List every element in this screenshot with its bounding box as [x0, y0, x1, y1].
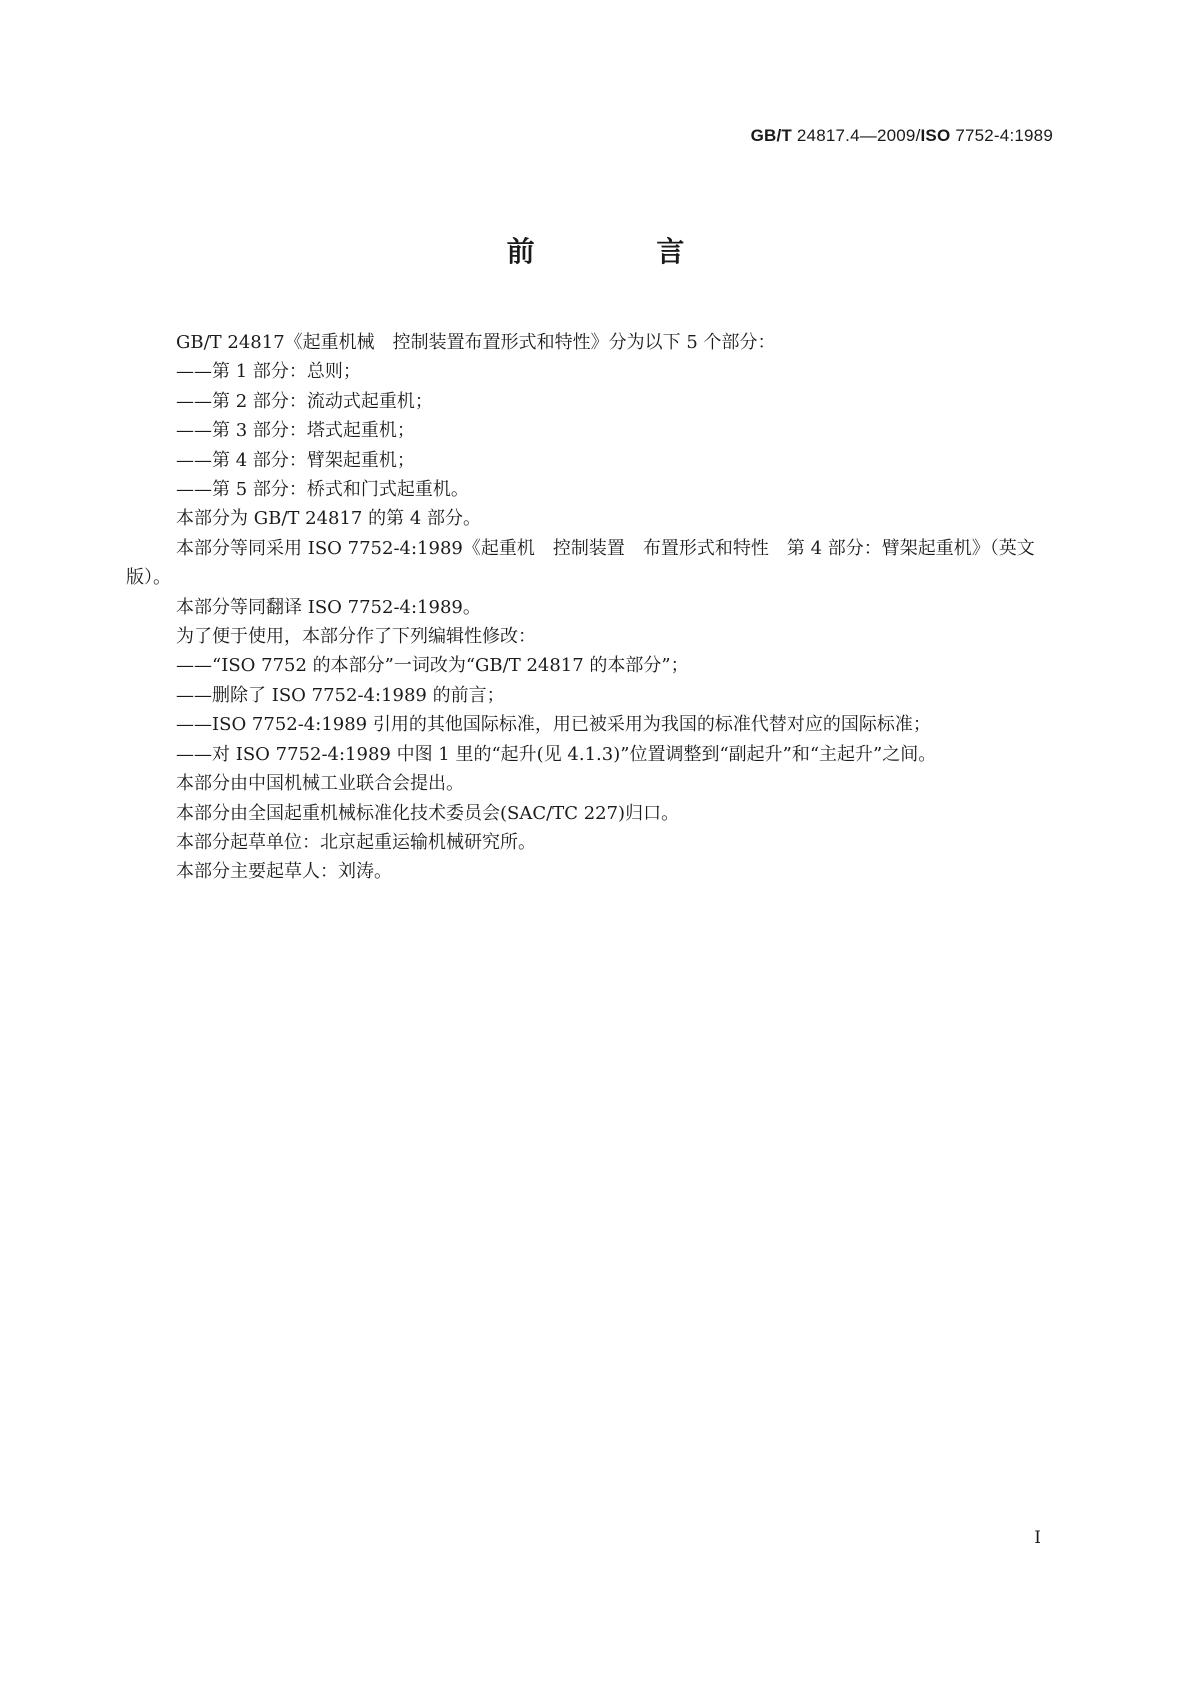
list-item-change-3: ——ISO 7752-4:1989 引用的其他国际标准，用已被采用为我国的标准代替对应的国际标准； — [176, 714, 931, 736]
list-item-change-4: ——对 ISO 7752-4:1989 中图 1 里的“起升(见 4.1.3)”位置调整到“副起升”和“主起升”之间。 — [176, 743, 937, 765]
paragraph-administered-by: 本部分由全国起重机械标准化技术委员会(SAC/TC 227)归口。 — [176, 802, 680, 824]
paragraph-equivalent-adoption: 本部分等同采用 ISO 7752-4:1989《起重机 控制装置 布置形式和特性 第 4 部分：臂架起重机》（英文版）。 — [126, 537, 1035, 589]
standard-number: 24817.4—2009/ — [791, 126, 921, 145]
page-number: I — [1034, 1528, 1041, 1548]
list-item-part-3: ——第 3 部分：塔式起重机； — [176, 420, 415, 442]
list-item-part-1: ——第 1 部分：总则； — [176, 361, 361, 383]
standard-code-gbt: GB/T — [750, 126, 792, 145]
paragraph-this-part: 本部分为 GB/T 24817 的第 4 部分。 — [176, 508, 481, 530]
paragraph-editorial-changes: 为了便于使用，本部分作了下列编辑性修改： — [176, 626, 536, 648]
list-item-change-1: ——“ISO 7752 的本部分”一词改为“GB/T 24817 的本部分”； — [176, 655, 689, 677]
paragraph-translation: 本部分等同翻译 ISO 7752-4:1989。 — [176, 596, 481, 618]
page-title: 前 言 — [506, 235, 741, 268]
list-item-part-4: ——第 4 部分：臂架起重机； — [176, 449, 415, 471]
list-item-change-2: ——删除了 ISO 7752-4:1989 的前言； — [176, 684, 505, 706]
paragraph-parts-intro: GB/T 24817《起重机械 控制装置布置形式和特性》分为以下 5 个部分： — [176, 332, 776, 353]
standard-code-iso: ISO — [920, 126, 951, 145]
list-item-part-2: ——第 2 部分：流动式起重机； — [176, 390, 433, 412]
paragraph-proposed-by: 本部分由中国机械工业联合会提出。 — [176, 773, 464, 795]
list-item-part-5: ——第 5 部分：桥式和门式起重机。 — [176, 479, 469, 501]
paragraph-drafting-unit: 本部分起草单位：北京起重运输机械研究所。 — [176, 831, 536, 853]
foreword-body — [126, 328, 1066, 887]
paragraph-main-drafter: 本部分主要起草人：刘涛。 — [176, 861, 392, 883]
iso-number: 7752-4:1989 — [950, 126, 1053, 145]
page-header-standard-number — [751, 126, 1053, 146]
